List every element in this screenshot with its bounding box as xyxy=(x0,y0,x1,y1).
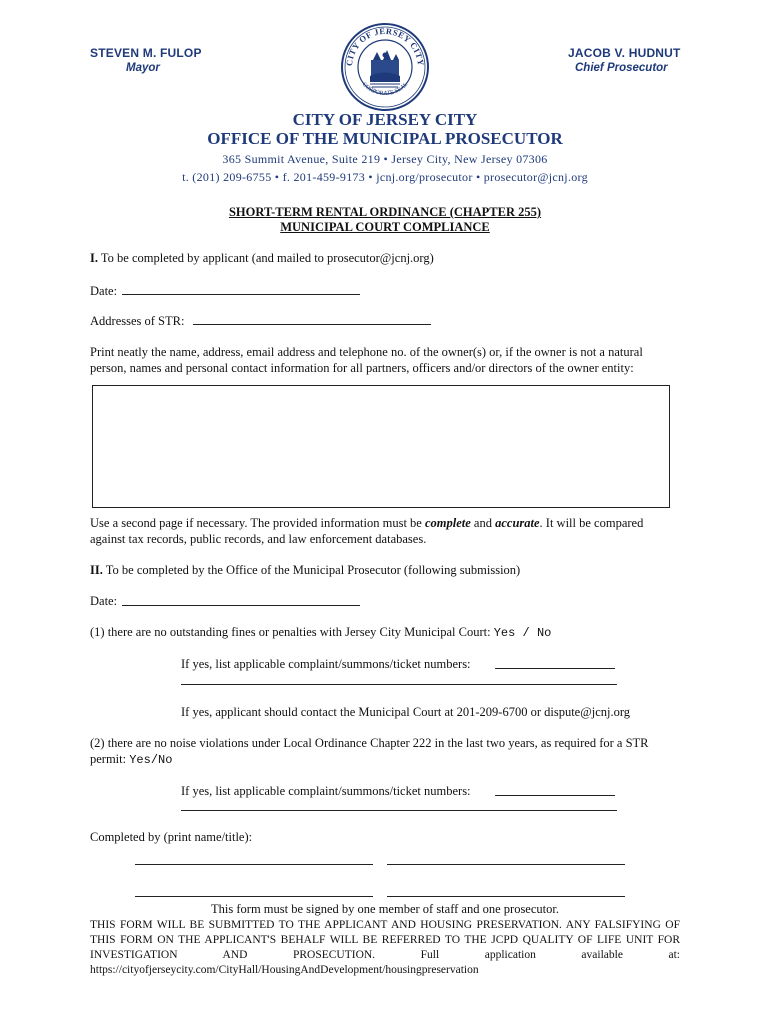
note-accurate: accurate xyxy=(495,516,540,530)
item2-list-field-1[interactable] xyxy=(495,795,615,796)
note-complete: complete xyxy=(424,516,471,530)
signature-line-3[interactable] xyxy=(135,896,373,897)
section1-heading-text: To be completed by applicant (and mailed to prosecutor@jcnj.org) xyxy=(100,251,434,265)
section1-address-field[interactable] xyxy=(193,324,431,325)
section1-date-label: Date: xyxy=(90,284,118,298)
form-title-line1: SHORT-TERM RENTAL ORDINANCE (CHAPTER 255) xyxy=(228,205,542,219)
section2-date-field[interactable] xyxy=(122,605,360,606)
seal-bottom-text: CORPORATE SEAL xyxy=(360,81,410,97)
item2-yes-no[interactable]: Yes/No xyxy=(129,753,173,767)
section1-address-label: Addresses of STR: xyxy=(90,314,185,328)
mayor-name: STEVEN M. FULOP xyxy=(90,46,202,60)
form-title-line2: MUNICIPAL COURT COMPLIANCE xyxy=(280,220,490,234)
note-text-1: Use a second page if necessary. The provided information must be xyxy=(90,516,425,530)
section1-heading xyxy=(90,250,434,266)
section2-date-label: Date: xyxy=(90,594,118,608)
sign-note: This form must be signed by one member of staff and one prosecutor. xyxy=(211,902,559,916)
city-name: CITY OF JERSEY CITY xyxy=(292,110,478,129)
mayor-title: Mayor xyxy=(126,62,160,74)
section1-numeral: I. xyxy=(90,251,98,265)
item1-list-field-1[interactable] xyxy=(495,668,615,669)
item1-text xyxy=(90,624,551,641)
signature-line-2[interactable] xyxy=(387,864,625,865)
signature-line-4[interactable] xyxy=(387,896,625,897)
signature-line-1[interactable] xyxy=(135,864,373,865)
office-contact: t. (201) 209-6755 • f. 201-459-9173 • jcnj.org/prosecutor • prosecutor@jcnj.org xyxy=(182,170,588,184)
section2-heading-text: To be completed by the Office of the Municipal Prosecutor (following submission) xyxy=(105,563,521,577)
prosecutor-name: JACOB V. HUDNUT xyxy=(568,46,681,60)
section2-heading xyxy=(90,562,520,578)
prosecutor-title: Chief Prosecutor xyxy=(575,62,668,74)
item1-list-label: If yes, list applicable complaint/summons/ticket numbers: xyxy=(181,657,471,671)
city-seal-icon xyxy=(340,22,430,112)
office-address: 365 Summit Avenue, Suite 219 • Jersey City, New Jersey 07306 xyxy=(222,152,548,166)
item2-list-field-2[interactable] xyxy=(181,810,617,811)
city-seal xyxy=(340,22,430,112)
section1-instructions: Print neatly the name, address, email address and telephone no. of the owner(s) or, if the owner is not a natural person, names and personal contact information for all partners, officers and/or directors of the owner entity: xyxy=(90,345,643,375)
item1-list-field-2[interactable] xyxy=(181,684,617,685)
item2-label: (2) there are no noise violations under Local Ordinance Chapter 222 in the last two years, as required for a STR permit: xyxy=(90,736,649,766)
note-text-3: . It will be compared against tax records, public records, and law enforcement databases. xyxy=(90,516,644,546)
owner-info-box[interactable] xyxy=(92,385,670,508)
section1-date-field[interactable] xyxy=(122,294,360,295)
item2-text xyxy=(90,735,670,768)
item1-contact: If yes, applicant should contact the Municipal Court at 201-209-6700 or dispute@jcnj.org xyxy=(181,705,631,719)
seal-top-text: CITY OF JERSEY CITY xyxy=(343,25,427,67)
completed-by-label: Completed by (print name/title): xyxy=(90,830,253,844)
section2-numeral: II. xyxy=(90,563,103,577)
note-text-2: and xyxy=(470,516,496,530)
section1-note xyxy=(90,515,680,547)
item1-yes-no[interactable]: Yes / No xyxy=(493,626,552,640)
office-name: OFFICE OF THE MUNICIPAL PROSECUTOR xyxy=(207,129,563,148)
item1-label: (1) there are no outstanding fines or penalties with Jersey City Municipal Court: xyxy=(90,625,491,639)
footer-notice: THIS FORM WILL BE SUBMITTED TO THE APPLICANT AND HOUSING PRESERVATION. ANY FALSIFYING OF THIS FORM ON THE APPLICANT'S BEHALF WILL BE REFERRED TO THE JCPD QUALITY OF LIFE UNIT FOR INVESTIGATION AND PROSECUTION. Full application available at: https://cityofjerseycity.com/CityHall/HousingAndDevelopment/housingpreservation xyxy=(90,919,680,976)
item2-list-label: If yes, list applicable complaint/summons/ticket numbers: xyxy=(181,784,471,798)
